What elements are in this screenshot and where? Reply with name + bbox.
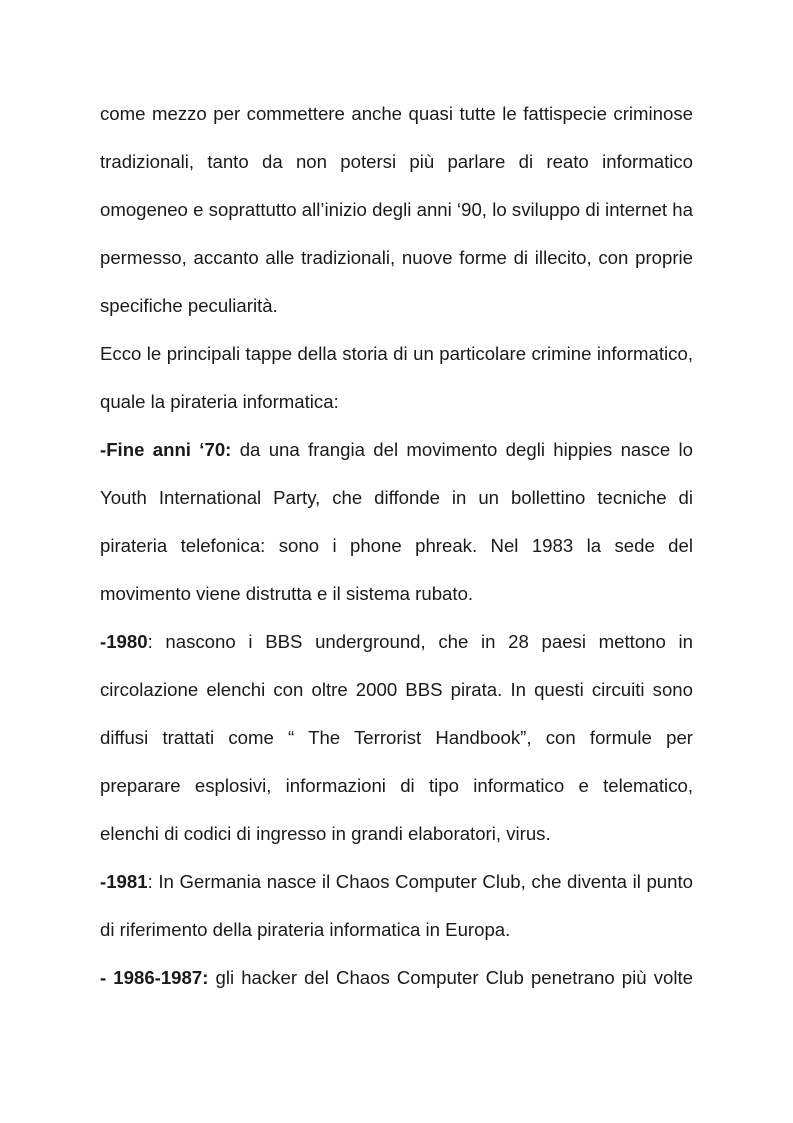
timeline-lead: -1981 — [100, 871, 148, 892]
paragraph-text: come mezzo per commettere anche quasi tutte le fattispecie criminose tradizionali, tanto da non potersi più parlare di reato informatico omogeneo e soprattutto all’inizio degli anni ‘90, lo sviluppo di internet ha permesso, accanto alle tradizionali, nuove forme di illecito, con proprie specifiche peculiarità. — [100, 103, 693, 316]
timeline-entry-1981 — [100, 858, 693, 954]
timeline-entry-late-70s — [100, 426, 693, 618]
paragraph-text: Ecco le principali tappe della storia di un particolare crimine informatico, quale la pirateria informatica: — [100, 343, 693, 412]
timeline-lead: - 1986-1987: — [100, 967, 209, 988]
timeline-entry-1980 — [100, 618, 693, 858]
timeline-text: gli hacker del Chaos Computer Club penetrano più volte — [208, 967, 693, 988]
timeline-lead: -Fine anni ‘70: — [100, 439, 232, 460]
paragraph-stages-intro — [100, 330, 693, 426]
timeline-text: : In Germania nasce il Chaos Computer Club, che diventa il punto di riferimento della pirateria informatica in Europa. — [100, 871, 693, 940]
paragraph-intro — [100, 90, 693, 330]
timeline-text: : nascono i BBS underground, che in 28 paesi mettono in circolazione elenchi con oltre 2000 BBS pirata. In questi circuiti sono diffusi trattati come “ The Terrorist Handbook”, con formule per preparare esplosivi, informazioni di tipo informatico e telematico, elenchi di codici di ingresso in grandi elaboratori, virus. — [100, 631, 693, 844]
document-body — [100, 90, 693, 1002]
timeline-lead: -1980 — [100, 631, 148, 652]
timeline-text: da una frangia del movimento degli hippies nasce lo Youth International Party, che diffonde in un bollettino tecniche di pirateria telefonica: sono i phone phreak. Nel 1983 la sede del movimento viene distrutta e il sistema rubato. — [100, 439, 693, 604]
timeline-entry-1986-1987 — [100, 954, 693, 1002]
